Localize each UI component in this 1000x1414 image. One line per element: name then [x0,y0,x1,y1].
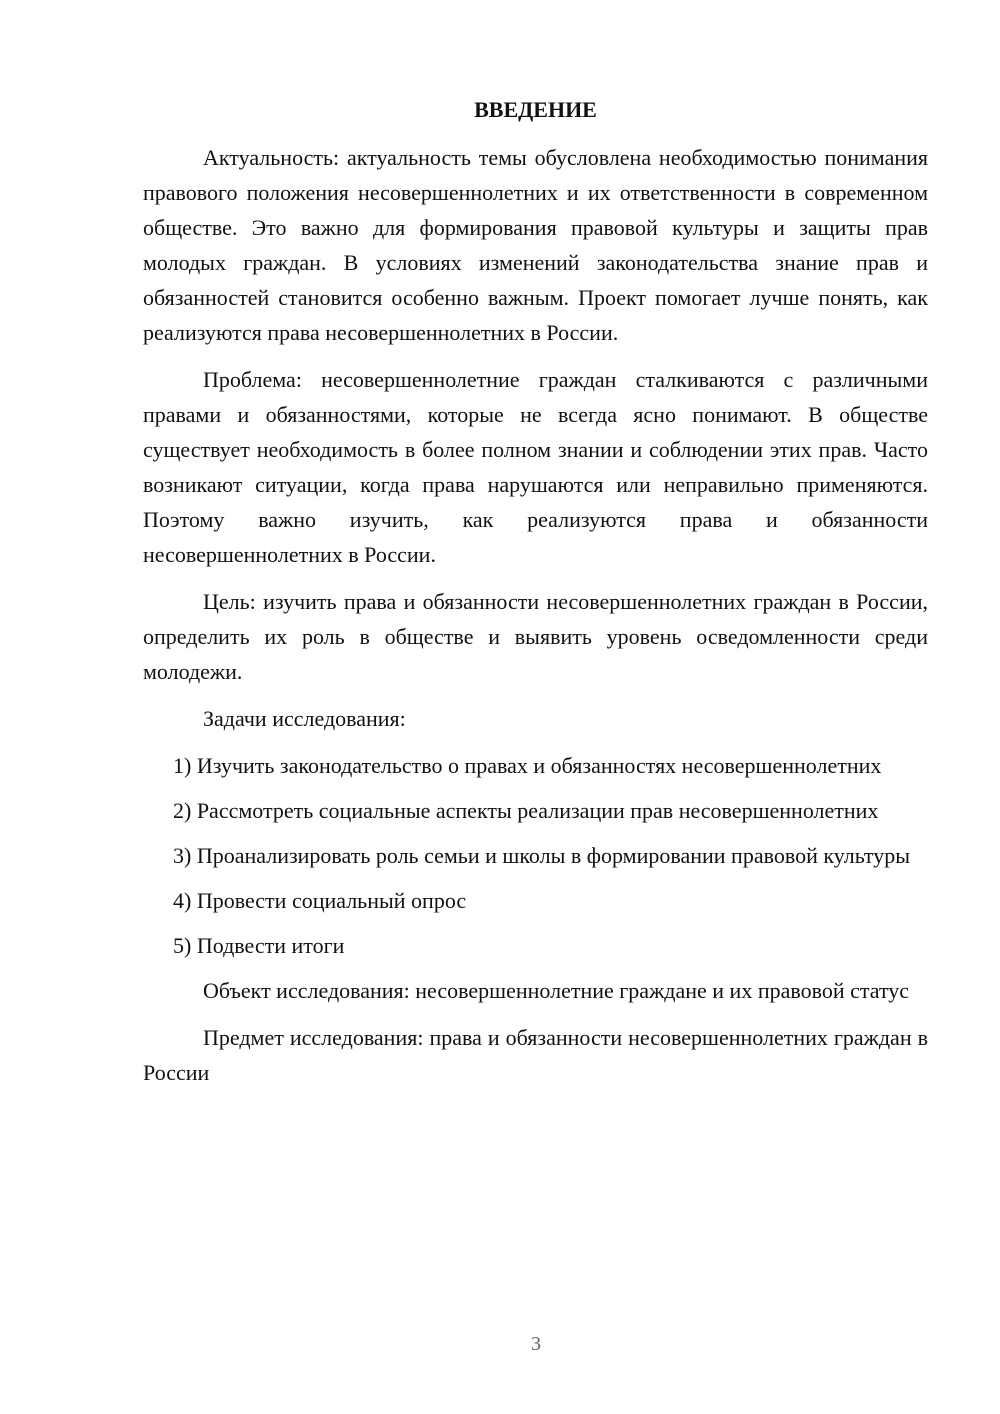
research-object-paragraph: Объект исследования: несовершеннолетние граждане и их правовой статус [203,978,910,1003]
section-title: ВВЕДЕНИЕ [474,97,597,122]
task-item: 1) Изучить законодательство о правах и обязанностях несовершеннолетних [173,753,882,778]
task-item: 2) Рассмотреть социальные аспекты реализации прав несовершеннолетних [173,798,879,823]
problem-paragraph: Проблема: несовершеннолетние граждан сталкиваются с различными правами и обязанностями, которые не всегда ясно понимают. В обществе существует необходимость в более полном знании и соблюдении этих прав. Часто возникают ситуации, когда права нарушаются или неправильно применяются. Поэтому важно изучить, как реализуются права и обязанности несовершеннолетних в России. [143,367,928,567]
document-page [143,92,928,1102]
goal-paragraph: Цель: изучить права и обязанности несовершеннолетних граждан в России, определить их роль в обществе и выявить уровень осведомленности среди молодежи. [143,589,928,684]
research-subject-paragraph: Предмет исследования: права и обязанности несовершеннолетних граждан в России [143,1025,928,1085]
task-item: 3) Проанализировать роль семьи и школы в формировании правовой культуры [173,843,911,868]
task-item: 4) Провести социальный опрос [173,888,467,913]
relevance-paragraph: Актуальность: актуальность темы обусловлена необходимостью понимания правового положения несовершеннолетних и их ответственности в современном обществе. Это важно для формирования правовой культуры и защиты прав молодых граждан. В условиях изменений законодательства знание прав и обязанностей становится особенно важным. Проект помогает лучше понять, как реализуются права несовершеннолетних в России. [143,145,928,345]
page-number: 3 [531,1333,541,1355]
tasks-heading: Задачи исследования: [203,706,406,731]
task-item: 5) Подвести итоги [173,933,345,958]
